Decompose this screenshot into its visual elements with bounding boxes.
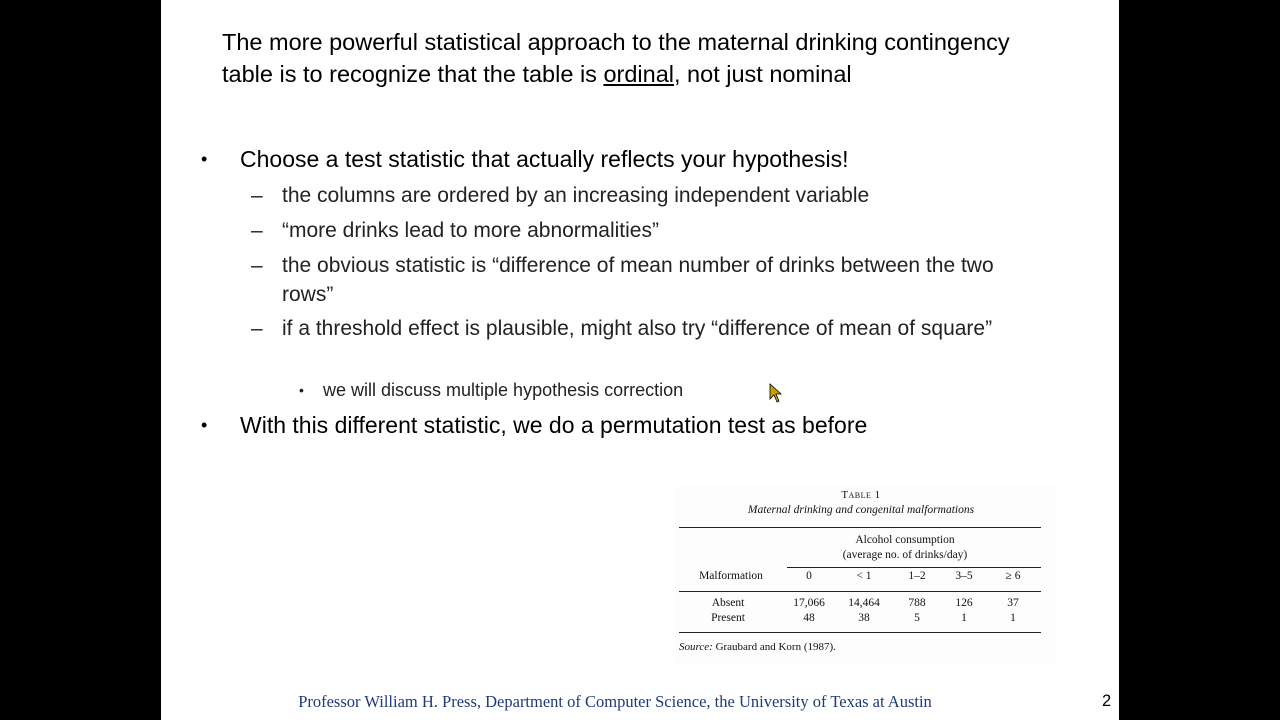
source-text: Graubard and Korn (1987). [715, 641, 836, 653]
table-figure [675, 484, 1055, 664]
mouse-pointer-icon [769, 383, 783, 403]
subbullet-text: “more drinks lead to more abnormalities” [282, 219, 659, 242]
table-cell: 126 [955, 597, 973, 609]
column-header: < 1 [856, 570, 872, 582]
table-top-rule [679, 527, 1041, 528]
bullet-mark: • [299, 382, 304, 398]
intro-underlined-word: ordinal [603, 61, 674, 87]
footer-credit: Professor William H. Press, Department of Computer Science, the University of Texas at Austin [298, 692, 932, 711]
table-cell: 1 [1010, 612, 1016, 624]
table-title: Table 1 [841, 489, 881, 501]
table-bottom-rule [679, 632, 1041, 633]
group-header-line-1: Alcohol consumption [855, 534, 955, 546]
intro-text-before: The more powerful statistical approach to the maternal drinking contingency table is to recognize that the table is [222, 29, 1010, 87]
table-cell: 788 [908, 597, 926, 609]
subbullet-text: if a threshold effect is plausible, might also try “difference of mean of square” [282, 317, 993, 340]
column-header: 1–2 [908, 570, 926, 582]
intro-text-after: , not just nominal [674, 61, 852, 87]
column-header: 3–5 [955, 570, 973, 582]
group-header-line-2: (average no. of drinks/day) [842, 549, 968, 561]
dash-mark: – [251, 219, 263, 242]
intro-paragraph [222, 26, 1062, 90]
subsubbullet-text: we will discuss multiple hypothesis correction [323, 380, 684, 400]
table-cell: 1 [961, 612, 967, 624]
table-cell: 5 [914, 612, 920, 624]
slide [161, 0, 1119, 720]
page-number: 2 [1102, 692, 1112, 710]
header-bottom-rule [679, 591, 1041, 592]
bullet-text: Choose a test statistic that actually reflects your hypothesis! [240, 146, 849, 172]
column-header: 0 [806, 570, 812, 582]
row-label-present: Present [711, 612, 745, 624]
group-header-rule [787, 567, 1041, 568]
table-caption: Maternal drinking and congenital malformations [747, 504, 975, 516]
table-cell: 14,464 [848, 597, 880, 609]
bullet-mark: • [201, 149, 208, 169]
bullet-mark: • [201, 415, 208, 435]
dash-mark: – [251, 184, 263, 207]
source-label: Source: [679, 641, 713, 653]
table-cell: 38 [858, 612, 870, 624]
bullet-text: With this different statistic, we do a permutation test as before [240, 412, 868, 438]
row-label-absent: Absent [711, 597, 745, 609]
subbullet-text: the columns are ordered by an increasing independent variable [282, 184, 870, 207]
column-header: ≥ 6 [1005, 570, 1021, 582]
table-cell: 17,066 [793, 597, 825, 609]
table-source [679, 641, 836, 653]
table-cell: 48 [803, 612, 815, 624]
row-header: Malformation [699, 570, 763, 582]
dash-mark: – [251, 254, 263, 277]
dash-mark: – [251, 317, 263, 340]
table-cell: 37 [1007, 597, 1019, 609]
subbullet-text: the obvious statistic is “difference of mean number of drinks between the two rows” [282, 254, 994, 306]
